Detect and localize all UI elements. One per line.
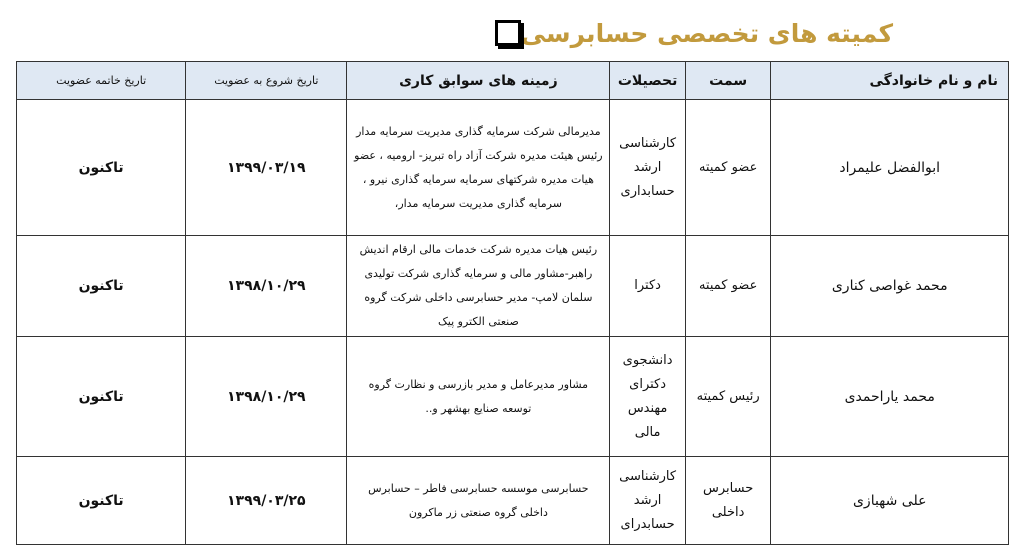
member-experience: رئیس هیات مدیره شرکت خدمات مالی ارقام اندیش راهبر-مشاور مالی و سرمایه گذاری شرکت تولیدی سلمان لامپ- مدیر حسابرسی داخلی شرکت گروه صنعتی الکترو پیک — [347, 236, 610, 337]
member-position: عضو کمیته — [685, 236, 771, 337]
member-education: کارشناسی ارشد حسابداری — [610, 100, 685, 236]
member-experience: حسابرسی موسسه حسابرسی فاطر – حسابرس داخلی گروه صنعتی زر ماکرون — [347, 457, 610, 545]
member-end-date: تاکنون — [17, 457, 186, 545]
table-row — [17, 337, 1009, 457]
member-end-date: تاکنون — [17, 337, 186, 457]
header-position: سمت — [685, 62, 771, 100]
member-name: محمد یاراحمدی — [771, 337, 1009, 457]
member-position: حسابرس داخلی — [685, 457, 771, 545]
member-start-date: ۱۳۹۹/۰۳/۲۵ — [186, 457, 347, 545]
page-title: کمیته های تخصصی حسابرسی — [520, 18, 893, 48]
member-start-date: ۱۳۹۸/۱۰/۲۹ — [186, 337, 347, 457]
member-name: علی شهبازی — [771, 457, 1009, 545]
header-name: نام و نام خانوادگی — [771, 62, 1009, 100]
member-name: ابوالفضل علیمراد — [771, 100, 1009, 236]
member-position: رئیس کمیته — [685, 337, 771, 457]
member-education: کارشناسی ارشد حسابدرای — [610, 457, 685, 545]
table-row — [17, 100, 1009, 236]
header-end-date: تاریخ خاتمه عضویت — [17, 62, 186, 100]
member-experience: مشاور مدیرعامل و مدیر بازرسی و نظارت گروه توسعه صنایع بهشهر و.. — [347, 337, 610, 457]
member-name: محمد غواصی کناری — [771, 236, 1009, 337]
header-education: تحصیلات — [610, 62, 685, 100]
table-header-row — [17, 62, 1009, 100]
header-experience: زمینه های سوابق کاری — [347, 62, 610, 100]
member-end-date: تاکنون — [17, 100, 186, 236]
member-position: عضو کمیته — [685, 100, 771, 236]
committee-table — [16, 61, 1009, 545]
table-row — [17, 457, 1009, 545]
member-education: دانشجوی دکترای مهندس مالی — [610, 337, 685, 457]
member-start-date: ۱۳۹۹/۰۳/۱۹ — [186, 100, 347, 236]
checkbox-icon — [495, 20, 521, 46]
table-row — [17, 236, 1009, 337]
page-title-row — [489, 10, 893, 56]
member-end-date: تاکنون — [17, 236, 186, 337]
member-start-date: ۱۳۹۸/۱۰/۲۹ — [186, 236, 347, 337]
member-education: دکترا — [610, 236, 685, 337]
member-experience: مدیرمالی شرکت سرمایه گذاری مدیریت سرمایه مدار رئیس هیئت مدیره شرکت آزاد راه تبریز- ارومیه ، عضو هیات مدیره شرکتهای سرمایه سرمایه گذاری نیرو ، سرمایه گذاری مدیریت سرمایه مدار، — [347, 100, 610, 236]
header-start-date: تاریخ شروع به عضویت — [186, 62, 347, 100]
